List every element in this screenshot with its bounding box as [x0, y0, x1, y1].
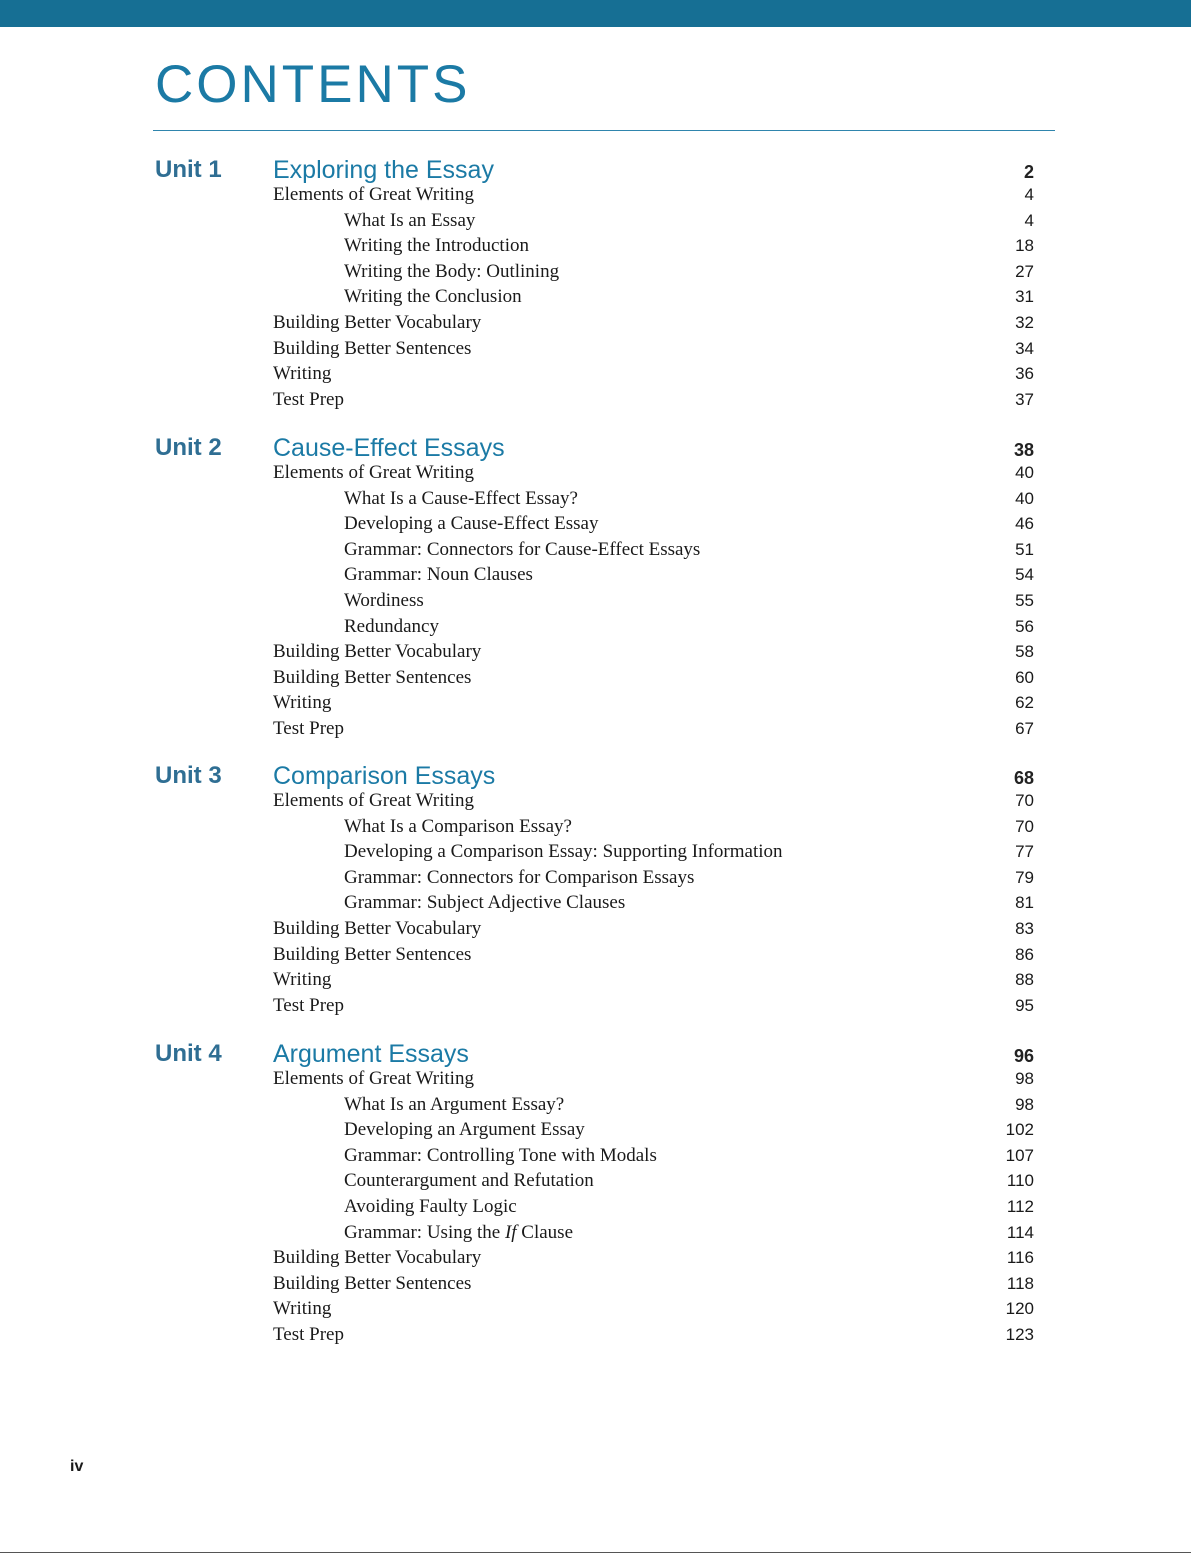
toc-entry[interactable]: [0, 993, 1191, 1019]
toc-entry-page: 40: [1015, 488, 1034, 508]
toc-entry[interactable]: [0, 916, 1191, 942]
toc-entry[interactable]: [0, 1220, 1191, 1246]
toc-entry[interactable]: [0, 639, 1191, 665]
toc-entry-page: 27: [1015, 261, 1034, 281]
toc-entry-label: Building Better Sentences: [273, 337, 472, 359]
toc-entry-label: Grammar: Controlling Tone with Modals: [344, 1144, 657, 1166]
toc-entry[interactable]: [0, 233, 1191, 259]
toc-entry-page: 81: [1015, 893, 1034, 913]
toc-entry-label: Building Better Vocabulary: [273, 311, 482, 333]
toc-entry[interactable]: [0, 486, 1191, 512]
toc-entry[interactable]: [0, 182, 1191, 208]
toc-entry[interactable]: [0, 942, 1191, 968]
toc-entry[interactable]: [0, 1092, 1191, 1118]
unit-entry-list: [0, 788, 1191, 1018]
toc-entry-label: Building Better Sentences: [273, 943, 472, 965]
toc-entry-page: 46: [1015, 514, 1034, 534]
toc-entry-page: 40: [1015, 463, 1034, 482]
toc-entry-label: Writing: [273, 969, 332, 991]
toc-entry-label: Building Better Vocabulary: [273, 917, 482, 939]
toc-entry-page: 114: [1006, 1222, 1034, 1242]
toc-entry-page: 102: [1005, 1120, 1034, 1140]
toc-entry-page: 110: [1006, 1171, 1034, 1191]
toc-entry-label: Redundancy: [344, 615, 439, 637]
toc-entry[interactable]: [0, 1117, 1191, 1143]
toc-entry-page: 118: [1006, 1273, 1034, 1293]
toc-entry-label: Avoiding Faulty Logic: [344, 1195, 517, 1217]
toc-entry-label: Counterargument and Refutation: [344, 1170, 594, 1192]
toc-entry-page: 55: [1015, 590, 1034, 610]
toc-entry-page: 112: [1006, 1196, 1034, 1216]
toc-entry-label: Writing: [273, 1298, 332, 1320]
toc-entry[interactable]: [0, 690, 1191, 716]
toc-entry-page: 120: [1005, 1299, 1034, 1319]
unit-title[interactable]: Cause-Effect Essays: [273, 434, 505, 462]
unit-page-number: 96: [1013, 1046, 1034, 1066]
toc-entry-label: What Is an Essay: [344, 209, 476, 231]
toc-entry-label: What Is a Comparison Essay?: [344, 815, 572, 837]
toc-entry-page: 70: [1015, 791, 1034, 810]
toc-entry[interactable]: [0, 839, 1191, 865]
toc-entry-label: Grammar: Connectors for Comparison Essays: [344, 866, 695, 888]
toc-entry-page: 70: [1015, 816, 1034, 836]
toc-entry-page: 58: [1015, 642, 1034, 662]
toc-entry-page: 83: [1015, 918, 1034, 938]
toc-entry-label: Building Better Sentences: [273, 1272, 472, 1294]
toc-entry-label: Building Better Vocabulary: [273, 1247, 482, 1269]
toc-entry-label: Writing the Body: Outlining: [344, 260, 560, 282]
toc-entry-label: Test Prep: [273, 994, 344, 1016]
page-title: CONTENTS: [155, 55, 471, 114]
unit-number: Unit 1: [155, 156, 222, 183]
toc-entry-label: Building Better Sentences: [273, 666, 472, 688]
toc-entry[interactable]: [0, 511, 1191, 537]
toc-entry-page: 116: [1006, 1248, 1034, 1268]
toc-entry[interactable]: [0, 562, 1191, 588]
unit-number: Unit 4: [155, 1040, 222, 1067]
toc-entry[interactable]: [0, 588, 1191, 614]
toc-entry-label: What Is a Cause-Effect Essay?: [344, 487, 578, 509]
toc-entry-label: Grammar: Connectors for Cause-Effect Essays: [344, 538, 701, 560]
toc-entry-label: Building Better Vocabulary: [273, 641, 482, 663]
toc-entry-page: 31: [1015, 287, 1034, 307]
toc-entry-label: Test Prep: [273, 388, 344, 410]
toc-entry[interactable]: [0, 1296, 1191, 1322]
title-divider: [153, 130, 1055, 131]
toc-entry-page: 98: [1015, 1069, 1034, 1088]
toc-entry-label: Grammar: Subject Adjective Clauses: [344, 892, 626, 914]
unit-number: Unit 2: [155, 434, 222, 461]
toc-entry-label: Elements of Great Writing: [273, 1068, 474, 1089]
toc-entry[interactable]: [0, 1271, 1191, 1297]
toc-entry-label: Elements of Great Writing: [273, 790, 474, 811]
toc-entry[interactable]: [0, 361, 1191, 387]
toc-entry-page: 60: [1015, 667, 1034, 687]
toc-entry-page: 67: [1015, 718, 1034, 738]
toc-entry-page: 62: [1015, 693, 1034, 713]
toc-entry-page: 86: [1015, 944, 1034, 964]
unit-entry-list: [0, 460, 1191, 742]
toc-entry-label: Writing: [273, 363, 332, 385]
unit-title[interactable]: Exploring the Essay: [273, 156, 494, 184]
toc-entry-page: 98: [1015, 1094, 1034, 1114]
toc-entry[interactable]: [0, 1245, 1191, 1271]
toc-entry[interactable]: [0, 460, 1191, 486]
toc-entry[interactable]: [0, 208, 1191, 234]
toc-entry[interactable]: [0, 336, 1191, 362]
toc-entry-label: Writing the Conclusion: [344, 286, 522, 308]
toc-entry-page: 77: [1015, 842, 1034, 862]
toc-entry[interactable]: [0, 865, 1191, 891]
toc-entry[interactable]: [0, 259, 1191, 285]
toc-entry-label: Writing the Introduction: [344, 235, 529, 257]
toc-entry[interactable]: [0, 614, 1191, 640]
toc-entry-label: Developing an Argument Essay: [344, 1119, 585, 1141]
toc-entry-label: Test Prep: [273, 1323, 344, 1345]
toc-entry-page: 4: [1024, 185, 1034, 204]
toc-entry[interactable]: [0, 788, 1191, 814]
toc-entry[interactable]: [0, 716, 1191, 742]
toc-entry-page: 56: [1015, 616, 1034, 636]
toc-entry-page: 79: [1015, 867, 1034, 887]
toc-entry-page: 88: [1015, 970, 1034, 990]
toc-entry-label: Developing a Comparison Essay: Supporting Information: [344, 841, 783, 863]
toc-entry-page: 34: [1015, 338, 1034, 358]
toc-entry[interactable]: [0, 1143, 1191, 1169]
toc-entry-page: 32: [1015, 312, 1034, 332]
toc-entry-label: Elements of Great Writing: [273, 462, 474, 483]
toc-entry-page: 18: [1015, 236, 1034, 256]
toc-entry[interactable]: [0, 814, 1191, 840]
toc-entry[interactable]: [0, 665, 1191, 691]
toc-entry-page: 107: [1005, 1145, 1034, 1165]
toc-entry-label: What Is an Argument Essay?: [344, 1093, 565, 1115]
bottom-divider: [0, 1552, 1191, 1553]
toc-entry-page: 54: [1015, 565, 1034, 585]
toc-entry[interactable]: [0, 1168, 1191, 1194]
unit-page-number: 2: [1023, 162, 1034, 182]
toc-entry[interactable]: [0, 387, 1191, 413]
toc-entry-label: Test Prep: [273, 717, 344, 739]
toc-entry[interactable]: [0, 1066, 1191, 1092]
toc-entry-label: Elements of Great Writing: [273, 184, 474, 205]
unit-number: Unit 3: [155, 762, 222, 789]
page-number-folio: iv: [70, 1458, 84, 1475]
toc-entry-page: 123: [1005, 1324, 1034, 1344]
toc-entry-page: 4: [1024, 210, 1034, 230]
toc-entry[interactable]: [0, 1322, 1191, 1348]
toc-entry-label: Grammar: Using the If Clause: [344, 1221, 574, 1243]
unit-title[interactable]: Comparison Essays: [273, 762, 496, 790]
top-color-bar: [0, 0, 1191, 27]
toc-entry[interactable]: [0, 1194, 1191, 1220]
toc-entry-page: 95: [1015, 995, 1034, 1015]
toc-entry[interactable]: [0, 284, 1191, 310]
toc-entry-page: 36: [1015, 364, 1034, 384]
unit-entry-list: [0, 1066, 1191, 1348]
unit-page-number: 38: [1013, 440, 1034, 460]
unit-title[interactable]: Argument Essays: [273, 1040, 469, 1068]
unit-page-number: 68: [1013, 768, 1034, 788]
toc-entry-page: 37: [1015, 389, 1034, 409]
unit-entry-list: [0, 182, 1191, 412]
toc-entry[interactable]: [0, 890, 1191, 916]
toc-entry[interactable]: [0, 310, 1191, 336]
toc-entry-page: 51: [1015, 539, 1034, 559]
toc-entry-label: Grammar: Noun Clauses: [344, 564, 533, 586]
toc-entry[interactable]: [0, 537, 1191, 563]
toc-entry[interactable]: [0, 967, 1191, 993]
toc-entry-label: Wordiness: [344, 589, 424, 611]
toc-entry-label: Writing: [273, 692, 332, 714]
toc-entry-label: Developing a Cause-Effect Essay: [344, 513, 599, 535]
